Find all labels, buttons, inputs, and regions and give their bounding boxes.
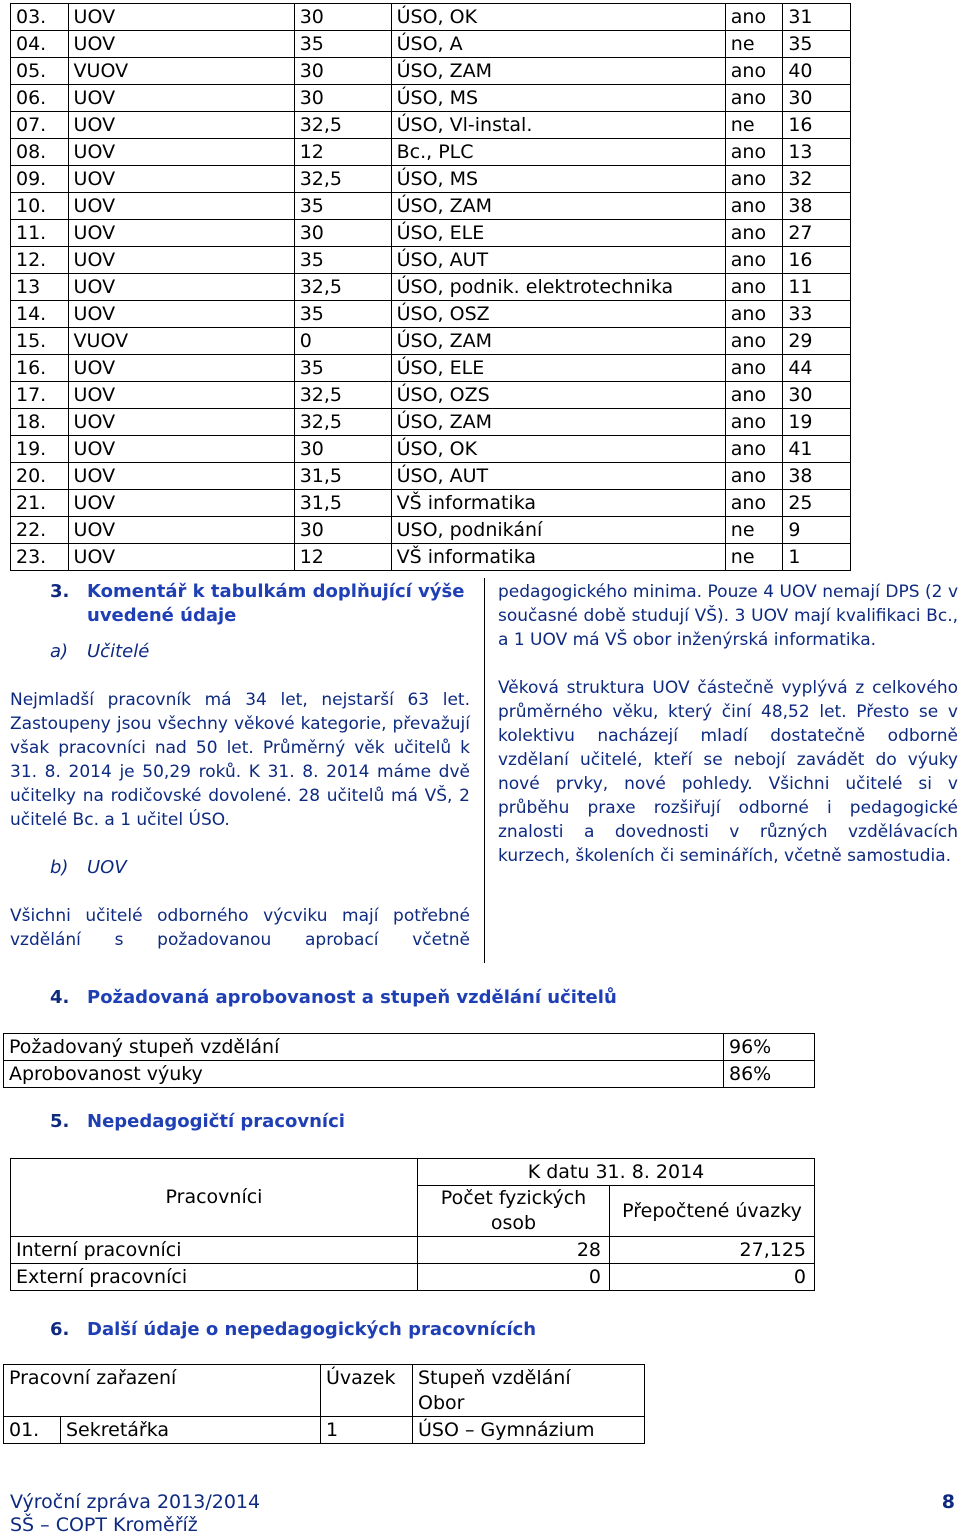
subsection-b-title: UOV [87,857,127,878]
staff-row-qualification: ano [725,463,783,490]
table-row [11,139,851,166]
staff-row-qualification: ano [725,139,783,166]
staff-row-qualification: ano [725,328,783,355]
subsection-a-title: Učitelé [87,641,150,662]
header-date: K datu 31. 8. 2014 [418,1159,815,1186]
worker-count: 0 [418,1264,610,1291]
staff-row-type: UOV [68,355,294,382]
staff-row-type: UOV [68,85,294,112]
staff-row-qualification: ano [725,4,783,31]
staff-row-practice: 30 [783,382,851,409]
staff-row-education: ÚSO, OK [391,4,725,31]
section5-number: 5. [50,1111,70,1132]
header-education [413,1365,645,1417]
staff-row-number: 05. [11,58,69,85]
staff-row-type: UOV [68,166,294,193]
staff-row-number: 09. [11,166,69,193]
approbation-table [3,1033,815,1088]
worker-fte: 0 [610,1264,815,1291]
staff-row-type: UOV [68,301,294,328]
table-row [11,112,851,139]
staff-row-education: ÚSO, ZAM [391,328,725,355]
uov-paragraph-end: pedagogického minima. Pouze 4 UOV nemají DPS (2 v současné době studují VŠ). 3 UOV mají kvalifikaci Bc., a 1 UOV má VŠ obor inženýrská informatika. [498,582,958,650]
header-load: Úvazek [321,1365,413,1417]
staff-row-hours: 32,5 [294,382,391,409]
staff-row-type: UOV [68,193,294,220]
staff-row-education: ÚSO, A [391,31,725,58]
staff-row-education: ÚSO, MS [391,166,725,193]
staff-row-number: 06. [11,85,69,112]
staff-row-hours: 12 [294,544,391,571]
worker-count: 28 [418,1237,610,1264]
table-row [11,247,851,274]
staff-row-practice: 30 [783,85,851,112]
section6-title: Další údaje o nepedagogických pracovnících [87,1319,537,1340]
staff-row-hours: 32,5 [294,166,391,193]
header-count: Počet fyzických osob [418,1186,610,1237]
staff-row-practice: 27 [783,220,851,247]
staff-row-education: Bc., PLC [391,139,725,166]
table-row [11,4,851,31]
section5-title: Nepedagogičtí pracovníci [87,1111,345,1132]
staff-row-practice: 33 [783,301,851,328]
staff-row-education: USO, podnikání [391,517,725,544]
table-row [11,85,851,112]
staff-row-practice: 31 [783,4,851,31]
staff-row-education: ÚSO, ZAM [391,193,725,220]
staff-row-hours: 31,5 [294,490,391,517]
other-staff-table [3,1364,645,1444]
staff-row-number: 15. [11,328,69,355]
table-row [11,355,851,382]
table-row [11,382,851,409]
table-row [11,1237,815,1264]
staff-number: 01. [4,1417,61,1444]
table-row [11,58,851,85]
staff-row-type: UOV [68,517,294,544]
staff-row-qualification: ano [725,193,783,220]
table-row [11,193,851,220]
staff-row-type: UOV [68,220,294,247]
header-fte: Přepočtené úvazky [610,1186,815,1237]
right-column [498,580,958,868]
staff-row-practice: 38 [783,193,851,220]
table-row [11,31,851,58]
staff-row-education: VŠ informatika [391,490,725,517]
footer-school-name: SŠ – COPT Kroměříž [10,1514,198,1536]
subsection-b-heading [10,856,470,880]
table-header-row [11,1159,815,1186]
staff-row-type: UOV [68,274,294,301]
staff-table-body [11,4,851,571]
approbation-label: Aprobovanost výuky [4,1061,724,1088]
table-row [11,463,851,490]
staff-row-hours: 35 [294,247,391,274]
table-row [11,490,851,517]
table-row [11,328,851,355]
staff-row-number: 14. [11,301,69,328]
staff-row-practice: 32 [783,166,851,193]
table-row [11,166,851,193]
staff-row-number: 04. [11,31,69,58]
header-education-level: Stupeň vzdělání [418,1367,571,1389]
column-divider [484,578,485,963]
staff-row-practice: 25 [783,490,851,517]
staff-row-number: 17. [11,382,69,409]
staff-table [10,3,851,571]
staff-row-practice: 16 [783,112,851,139]
staff-row-qualification: ano [725,274,783,301]
staff-row-type: UOV [68,490,294,517]
staff-row-number: 13 [11,274,69,301]
staff-row-hours: 30 [294,517,391,544]
staff-row-type: UOV [68,544,294,571]
table-row [11,436,851,463]
staff-row-number: 11. [11,220,69,247]
staff-row-hours: 30 [294,4,391,31]
header-education-field: Obor [418,1392,465,1414]
staff-row-education: ÚSO, ZAM [391,58,725,85]
table-row [11,1264,815,1291]
section6-number: 6. [50,1319,70,1340]
staff-row-education: VŠ informatika [391,544,725,571]
staff-row-number: 19. [11,436,69,463]
staff-row-education: ÚSO, AUT [391,247,725,274]
staff-row-number: 10. [11,193,69,220]
staff-row-qualification: ne [725,544,783,571]
staff-row-qualification: ano [725,409,783,436]
section3-title: Komentář k tabulkám doplňující výše uvedené údaje [87,581,465,626]
staff-row-hours: 30 [294,220,391,247]
section5-heading [50,1110,345,1134]
staff-row-qualification: ano [725,355,783,382]
section4-heading [50,986,617,1010]
staff-row-qualification: ano [725,490,783,517]
staff-row-type: UOV [68,409,294,436]
approbation-value: 96% [724,1034,815,1061]
staff-row-education: ÚSO, OZS [391,382,725,409]
staff-row-number: 07. [11,112,69,139]
staff-row-qualification: ano [725,436,783,463]
staff-row-type: UOV [68,139,294,166]
approbation-value: 86% [724,1061,815,1088]
table-row [4,1034,815,1061]
staff-row-practice: 19 [783,409,851,436]
staff-row-number: 22. [11,517,69,544]
staff-row-education: ÚSO, OSZ [391,301,725,328]
subsection-a-heading [10,640,470,664]
staff-row-education: ÚSO, AUT [391,463,725,490]
staff-row-qualification: ano [725,301,783,328]
staff-row-hours: 30 [294,58,391,85]
section3-number: 3. [50,581,70,602]
staff-row-number: 23. [11,544,69,571]
table-row [11,409,851,436]
staff-row-education: ÚSO, ELE [391,355,725,382]
staff-row-hours: 30 [294,436,391,463]
staff-row-education: ÚSO, ZAM [391,409,725,436]
staff-row-type: UOV [68,31,294,58]
staff-row-type: VUOV [68,58,294,85]
staff-row-type: UOV [68,247,294,274]
staff-row-hours: 32,5 [294,274,391,301]
staff-row-number: 21. [11,490,69,517]
section4-number: 4. [50,987,70,1008]
worker-type: Interní pracovníci [11,1237,418,1264]
staff-row-education: ÚSO, OK [391,436,725,463]
staff-row-qualification: ano [725,58,783,85]
nonpedagogical-table [10,1158,815,1291]
staff-row-practice: 38 [783,463,851,490]
table-header-row [4,1365,645,1417]
staff-row-qualification: ano [725,220,783,247]
staff-row-qualification: ano [725,85,783,112]
staff-row-number: 08. [11,139,69,166]
staff-row-hours: 0 [294,328,391,355]
staff-row-practice: 11 [783,274,851,301]
footer-report-title: Výroční zpráva 2013/2014 [10,1491,261,1513]
staff-row-practice: 9 [783,517,851,544]
staff-row-hours: 35 [294,193,391,220]
subsection-b-label: b) [50,857,69,878]
section6-heading [50,1318,536,1342]
staff-row-practice: 40 [783,58,851,85]
staff-education: ÚSO – Gymnázium [413,1417,645,1444]
staff-row-hours: 35 [294,355,391,382]
staff-row-number: 18. [11,409,69,436]
section4-title: Požadovaná aprobovanost a stupeň vzdělání učitelů [87,987,617,1008]
staff-row-qualification: ne [725,112,783,139]
table-row [11,274,851,301]
age-structure-paragraph: Věková struktura UOV částečně vyplývá z celkového průměrného věku, který činí 48,52 let. Přesto se v kolektivu nacházejí mladí dostatečně odborně vzdělaní učitelé, kteří se nebojí zavádět do výuky nové prvky, nové pohledy. Všichni učitelé si v průběhu praxe rozšiřují odborné i pedagogické znalosti a dovednosti v různých vzdělávacích kurzech, školeních či seminářích, včetně samostudia. [498,678,958,866]
staff-row-hours: 12 [294,139,391,166]
header-workers: Pracovníci [11,1159,418,1237]
staff-row-qualification: ano [725,382,783,409]
page-number: 8 [941,1491,955,1513]
staff-row-qualification: ne [725,31,783,58]
staff-row-type: UOV [68,463,294,490]
staff-row-type: UOV [68,382,294,409]
staff-row-number: 16. [11,355,69,382]
subsection-a-label: a) [50,641,69,662]
staff-row-qualification: ne [725,517,783,544]
staff-load: 1 [321,1417,413,1444]
staff-row-education: ÚSO, MS [391,85,725,112]
staff-row-qualification: ano [725,247,783,274]
staff-row-number: 20. [11,463,69,490]
staff-row-hours: 32,5 [294,409,391,436]
staff-row-education: ÚSO, ELE [391,220,725,247]
worker-type: Externí pracovníci [11,1264,418,1291]
table-row [4,1417,645,1444]
staff-row-hours: 32,5 [294,112,391,139]
approbation-label: Požadovaný stupeň vzdělání [4,1034,724,1061]
table-row [11,517,851,544]
staff-row-practice: 44 [783,355,851,382]
table-row [4,1061,815,1088]
staff-row-education: ÚSO, Vl-instal. [391,112,725,139]
staff-row-practice: 1 [783,544,851,571]
staff-row-hours: 35 [294,31,391,58]
staff-row-practice: 29 [783,328,851,355]
header-position: Pracovní zařazení [4,1365,321,1417]
staff-row-type: UOV [68,4,294,31]
left-column [10,580,470,952]
table-row [11,220,851,247]
staff-row-qualification: ano [725,166,783,193]
table-row [11,544,851,571]
staff-row-practice: 35 [783,31,851,58]
staff-row-number: 12. [11,247,69,274]
worker-fte: 27,125 [610,1237,815,1264]
table-row [11,301,851,328]
staff-row-type: UOV [68,112,294,139]
staff-position: Sekretářka [61,1417,321,1444]
teachers-paragraph: Nejmladší pracovník má 34 let, nejstarší 63 let. Zastoupeny jsou všechny věkové kategorie, převažují však pracovníci nad 50 let. Průměrný věk učitelů k 31. 8. 2014 je 50,29 roků. K 31. 8. 2014 máme dvě učitelky na rodičovské dovolené. 28 učitelů má VŠ, 2 učitelé Bc. a 1 učitel ÚSO. [10,690,470,830]
staff-row-practice: 41 [783,436,851,463]
uov-paragraph-start: Všichni učitelé odborného výcviku mají potřebné vzdělání s požadovanou aprobací včetně [10,906,470,950]
staff-row-practice: 13 [783,139,851,166]
staff-row-hours: 35 [294,301,391,328]
staff-row-hours: 31,5 [294,463,391,490]
staff-row-practice: 16 [783,247,851,274]
staff-row-number: 03. [11,4,69,31]
staff-row-education: ÚSO, podnik. elektrotechnika [391,274,725,301]
staff-row-type: UOV [68,436,294,463]
staff-row-hours: 30 [294,85,391,112]
section3-heading [10,580,470,628]
staff-row-type: VUOV [68,328,294,355]
